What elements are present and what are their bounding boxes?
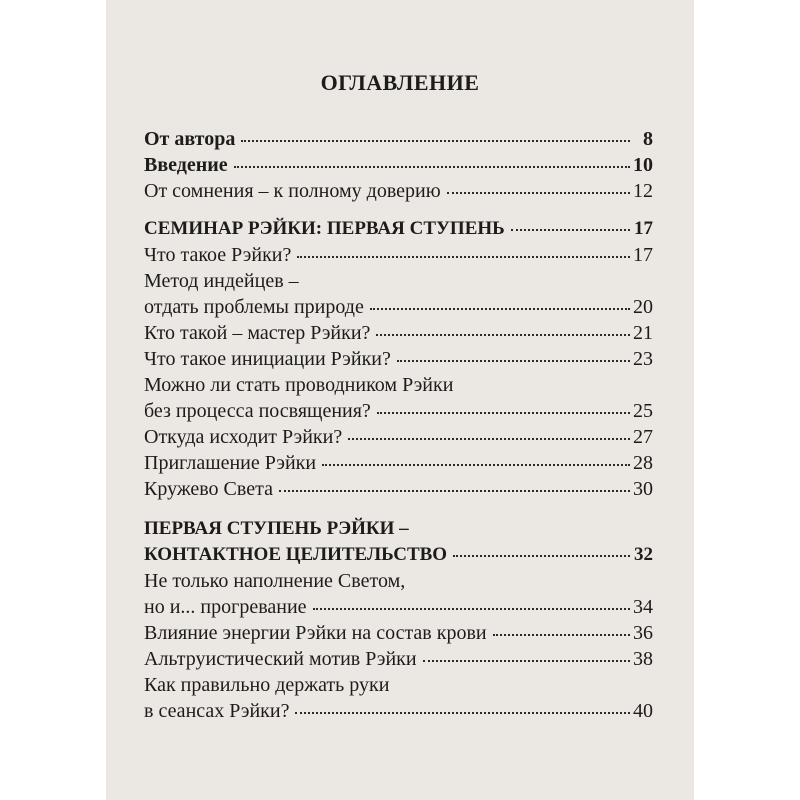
toc-entry <box>144 346 653 372</box>
toc-entry <box>144 268 653 320</box>
toc-entry <box>144 152 653 178</box>
dot-leader <box>313 608 630 610</box>
dot-leader <box>376 334 630 336</box>
dot-leader <box>447 192 630 194</box>
toc-entry-label: Введение <box>144 154 228 176</box>
toc-entry <box>144 646 653 672</box>
toc-entry-label: КОНТАКТНОЕ ЦЕЛИТЕЛЬСТВО <box>144 544 448 565</box>
dot-leader <box>348 438 630 440</box>
toc-entry <box>144 476 653 502</box>
toc-entry-label: Приглашение Рэйки <box>144 452 317 474</box>
toc-entry <box>144 450 653 476</box>
toc-entry-page: 23 <box>633 348 653 370</box>
toc-entry-label: Кто такой – мастер Рэйки? <box>144 322 371 344</box>
dot-leader <box>397 360 630 362</box>
toc-entry <box>144 424 653 450</box>
toc-entry-page: 25 <box>633 400 653 422</box>
dot-leader <box>279 490 630 492</box>
toc-entry-label: но и... прогревание <box>144 596 307 618</box>
toc-entry-label: Откуда исходит Рэйки? <box>144 426 343 448</box>
toc-entry-label: Кружево Света <box>144 478 273 500</box>
toc-entry <box>144 672 653 724</box>
toc-entry-page: 17 <box>633 244 653 266</box>
toc-entry-label: Что такое инициации Рэйки? <box>144 348 391 370</box>
toc-entry-label: Альтруистический мотив Рэйки <box>144 648 417 670</box>
toc-entry-page: 21 <box>633 322 653 344</box>
toc-entry-page: 8 <box>643 128 653 150</box>
dot-leader <box>453 555 630 557</box>
toc-entry <box>144 320 653 346</box>
toc-entry <box>144 568 653 620</box>
toc-entry-label: Не только наполнение Светом, <box>144 570 406 592</box>
toc-entry <box>144 620 653 646</box>
toc-entry-label: отдать проблемы природе <box>144 296 364 318</box>
toc-entry-page: 28 <box>633 452 653 474</box>
toc-entry-label: Влияние энергии Рэйки на состав крови <box>144 622 487 644</box>
toc-entry-page: 17 <box>634 218 653 239</box>
toc-entry <box>144 372 653 424</box>
dot-leader <box>370 308 630 310</box>
toc-entry-label: Что такое Рэйки? <box>144 244 292 266</box>
toc-entry-label: Как правильно держать руки <box>144 674 390 696</box>
toc-entry-page: 20 <box>633 296 653 318</box>
toc-entry <box>144 126 653 152</box>
dot-leader <box>511 229 630 231</box>
toc-entry <box>144 178 653 204</box>
dot-leader <box>493 634 630 636</box>
dot-leader <box>423 660 630 662</box>
toc-title: ОГЛАВЛЕНИЕ <box>320 70 480 95</box>
toc-entry-page: 40 <box>633 700 653 722</box>
dot-leader <box>234 166 630 168</box>
toc-entry-page: 30 <box>633 478 653 500</box>
toc-entry-page: 38 <box>633 648 653 670</box>
toc-entry-label: Метод индейцев – <box>144 270 299 292</box>
toc-section-heading <box>144 516 653 568</box>
toc-entry-page: 12 <box>633 180 653 202</box>
dot-leader <box>377 412 630 414</box>
book-page <box>106 0 694 800</box>
toc-entry-page: 27 <box>633 426 653 448</box>
toc-entry <box>144 242 653 268</box>
toc-entry-label: От сомнения – к полному доверию <box>144 180 441 202</box>
toc-entry-page: 34 <box>633 596 653 618</box>
toc-entry-label: СЕМИНАР РЭЙКИ: ПЕРВАЯ СТУПЕНЬ <box>144 218 505 239</box>
toc-entry-page: 32 <box>634 544 653 565</box>
toc-entry-label: без процесса посвящения? <box>144 400 371 422</box>
table-of-contents <box>144 126 653 724</box>
toc-entry-page: 10 <box>633 154 653 176</box>
dot-leader <box>295 712 630 714</box>
dot-leader <box>297 256 630 258</box>
toc-entry-label: Можно ли стать проводником Рэйки <box>144 374 454 396</box>
dot-leader <box>322 464 630 466</box>
toc-entry-label: От автора <box>144 128 236 150</box>
dot-leader <box>241 140 630 142</box>
toc-entry-label: ПЕРВАЯ СТУПЕНЬ РЭЙКИ – <box>144 518 409 539</box>
toc-entry-page: 36 <box>633 622 653 644</box>
toc-entry-label: в сеансах Рэйки? <box>144 700 290 722</box>
toc-section-heading <box>144 216 653 242</box>
